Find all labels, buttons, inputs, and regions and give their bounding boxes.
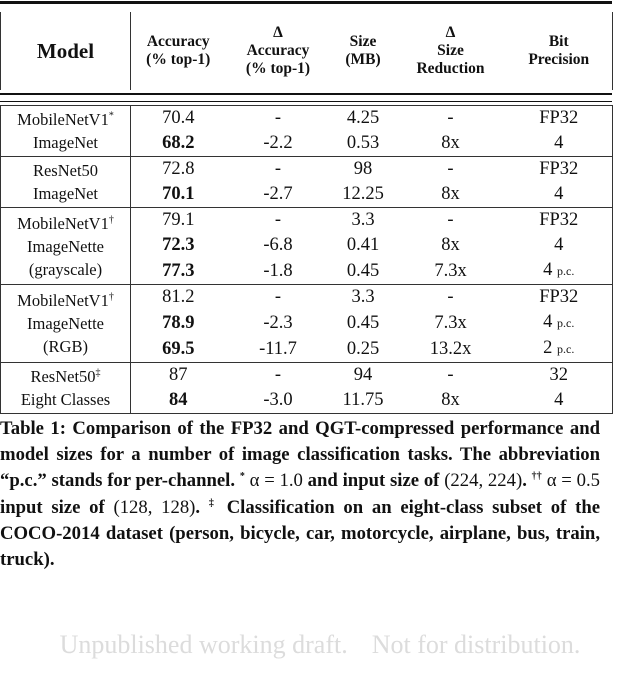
delta-size-cell: - xyxy=(447,108,454,128)
delta-size-cell: 7.3x xyxy=(434,312,467,333)
model-group xyxy=(1,106,613,157)
delta-accuracy-cell: - xyxy=(274,365,282,385)
delta-accuracy-cell: -3.0 xyxy=(263,390,293,410)
size-cell: 3.3 xyxy=(351,287,375,307)
model-cell xyxy=(1,363,131,414)
bit-precision-cell: 4 xyxy=(506,233,613,258)
size-cell: 11.75 xyxy=(342,390,384,410)
delta-size-cell: - xyxy=(447,365,454,385)
model-name-line: MobileNetV1 xyxy=(17,110,109,129)
size-cell: 4.25 xyxy=(346,108,380,128)
delta-accuracy-cell: - xyxy=(274,210,282,230)
footnote-mark: * xyxy=(108,110,114,122)
accuracy-cell: 77.3 xyxy=(162,260,195,281)
size-cell: 0.45 xyxy=(346,312,380,333)
model-name-line: ResNet50 xyxy=(32,161,99,180)
bit-precision-cell: 4 xyxy=(506,131,613,157)
size-cell: 3.3 xyxy=(351,210,375,230)
watermark xyxy=(0,628,640,662)
accuracy-cell: 72.3 xyxy=(162,235,195,255)
model-name-line: MobileNetV1 xyxy=(17,291,109,310)
table-row xyxy=(1,157,613,183)
model-name-line: MobileNetV1 xyxy=(17,213,109,233)
accuracy-cell: 87 xyxy=(169,365,188,385)
delta-size-cell: - xyxy=(447,159,454,179)
size-cell: 0.45 xyxy=(346,260,380,281)
delta-size-cell: 8x xyxy=(441,235,460,255)
results-table-header xyxy=(0,12,613,90)
model-cell xyxy=(1,208,131,285)
header-size: Size (MB) xyxy=(345,33,381,68)
delta-accuracy-cell: -11.7 xyxy=(259,338,297,359)
delta-size-cell: 8x xyxy=(441,390,460,410)
accuracy-cell: 84 xyxy=(169,390,188,410)
table-row xyxy=(1,106,613,132)
accuracy-cell: 70.1 xyxy=(162,184,195,204)
per-channel-label: p.c. xyxy=(557,264,575,278)
watermark-line: Unpublished working draft. xyxy=(59,630,348,659)
model-group xyxy=(1,157,613,208)
size-cell: 0.53 xyxy=(346,133,380,153)
model-name-line: ImageNette xyxy=(27,314,104,333)
delta-size-cell: - xyxy=(447,210,454,230)
table-row xyxy=(1,285,613,311)
accuracy-cell: 79.1 xyxy=(162,210,195,230)
delta-accuracy-cell: - xyxy=(274,287,282,307)
model-group xyxy=(1,285,613,363)
bit-precision-cell: FP32 xyxy=(506,106,613,132)
table-caption: Table 1: Comparison of the FP32 and QGT-compressed performance and model sizes for a number of image classification tasks. The abbreviation “p.c.” stands for per-channel. * α = 1.0 and input size of (224, 224). †† α = 0.5 input size of (128, 128). ‡ Classification on an eight-class subset of the COCO-2014 dataset (person, bicycle, car, motorcycle, airplane, bus, train, truck). xyxy=(0,418,601,571)
delta-size-cell: 13.2x xyxy=(429,338,472,359)
delta-accuracy-cell: -2.3 xyxy=(263,312,293,333)
model-name-line: ImageNet xyxy=(32,133,99,152)
size-cell: 0.25 xyxy=(346,338,380,359)
accuracy-cell: 69.5 xyxy=(162,338,195,359)
bit-precision-cell: FP32 xyxy=(506,157,613,183)
model-name-line: (RGB) xyxy=(43,337,88,356)
model-name-line: Eight Classes xyxy=(20,390,111,409)
model-cell xyxy=(1,285,131,363)
delta-accuracy-cell: -2.7 xyxy=(263,184,293,204)
header-delta-size: Δ Size Reduction xyxy=(416,24,485,77)
delta-accuracy-cell: -1.8 xyxy=(263,260,293,281)
bit-precision-cell: 4 p.c. xyxy=(506,310,613,336)
footnote-mark: ‡ xyxy=(95,367,101,379)
accuracy-cell: 68.2 xyxy=(162,133,195,153)
header-double-rule xyxy=(0,93,612,102)
size-cell: 98 xyxy=(353,159,373,179)
delta-size-cell: 8x xyxy=(441,133,460,153)
accuracy-cell: 72.8 xyxy=(162,159,195,179)
model-cell xyxy=(1,106,131,157)
delta-accuracy-cell: -6.8 xyxy=(263,235,293,255)
model-name-line: ImageNette xyxy=(27,236,104,256)
model-cell xyxy=(1,157,131,208)
model-name-line: (grayscale) xyxy=(28,259,103,279)
watermark-line: Not for distribution. xyxy=(371,630,581,659)
model-group xyxy=(1,363,613,414)
header-accuracy: Accuracy (% top-1) xyxy=(146,33,211,68)
bit-precision-cell: FP32 xyxy=(506,208,613,234)
delta-size-cell: 8x xyxy=(441,184,460,204)
per-channel-label: p.c. xyxy=(557,316,575,330)
size-cell: 12.25 xyxy=(342,184,384,204)
table-row xyxy=(1,208,613,234)
bit-precision-cell: 4 p.c. xyxy=(506,258,613,285)
model-name-line: ImageNet xyxy=(32,184,99,203)
delta-size-cell: - xyxy=(447,287,454,307)
delta-accuracy-cell: - xyxy=(274,108,282,128)
model-name-line: ResNet50 xyxy=(30,367,96,386)
per-channel-label: p.c. xyxy=(557,342,575,356)
table-row xyxy=(1,363,613,389)
accuracy-cell: 78.9 xyxy=(162,312,195,333)
delta-accuracy-cell: -2.2 xyxy=(263,133,293,153)
footnote-mark: † xyxy=(108,291,114,303)
bit-precision-cell: FP32 xyxy=(506,285,613,311)
delta-size-cell: 7.3x xyxy=(434,260,467,281)
bit-precision-cell: 4 xyxy=(506,388,613,414)
accuracy-cell: 70.4 xyxy=(162,108,195,128)
header-delta-accuracy: Δ Accuracy (% top-1) xyxy=(245,24,311,77)
bit-precision-cell: 2 p.c. xyxy=(506,336,613,363)
header-bit-precision: Bit Precision xyxy=(506,12,613,90)
top-rule xyxy=(0,1,612,4)
bit-precision-cell: 32 xyxy=(506,363,613,389)
bit-precision-cell: 4 xyxy=(506,182,613,208)
size-cell: 94 xyxy=(353,365,373,385)
results-table xyxy=(0,105,613,414)
model-group xyxy=(1,208,613,285)
header-model: Model xyxy=(1,12,131,90)
size-cell: 0.41 xyxy=(346,235,380,255)
accuracy-cell: 81.2 xyxy=(162,287,195,307)
footnote-mark: † xyxy=(108,214,114,225)
delta-accuracy-cell: - xyxy=(274,159,282,179)
